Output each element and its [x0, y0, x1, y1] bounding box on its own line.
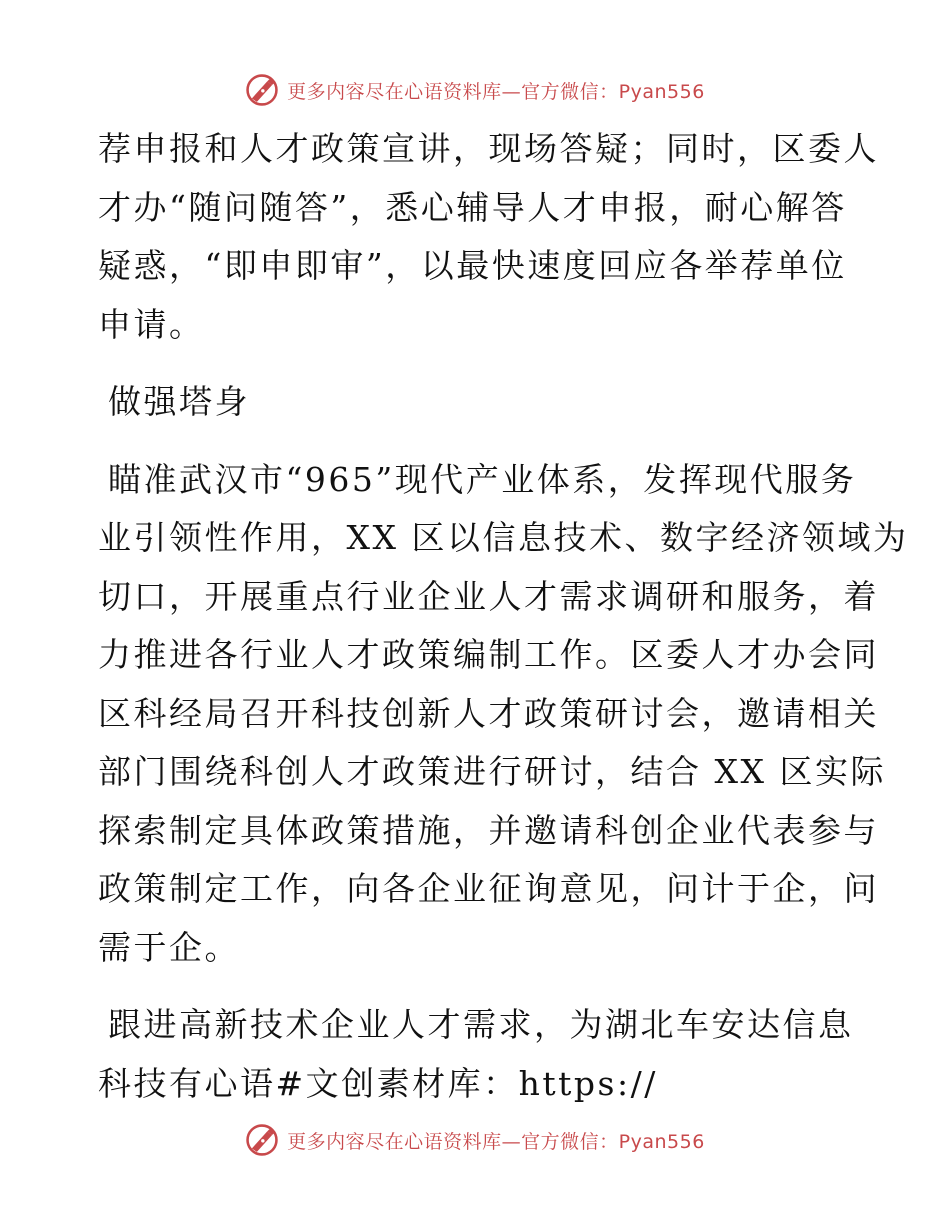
text-line: 荐申报和人才政策宣讲，现场答疑；同时，区委人	[98, 129, 879, 168]
paragraph-1	[98, 120, 879, 354]
paragraph-2	[98, 451, 909, 978]
header-brand-text: 更多内容尽在心语资料库	[287, 80, 502, 103]
text-line: 科技有心语#文创素材库：https://	[98, 1063, 658, 1103]
text-line: 力推进各行业人才政策编制工作。区委人才办会同	[98, 635, 879, 674]
footer-separator: —	[501, 1130, 522, 1153]
footer-brand-text: 更多内容尽在心语资料库	[287, 1130, 502, 1153]
section-heading	[98, 373, 853, 432]
text-line: 区科经局召开科技创新人才政策研讨会，邀请相关	[98, 693, 879, 733]
text-line: 切口，开展重点行业企业人才需求调研和服务，着	[98, 576, 879, 616]
header-separator: —	[501, 80, 522, 103]
text-line: 探索制定具体政策措施，并邀请科创企业代表参与	[98, 810, 879, 850]
footer-banner-text	[287, 1127, 705, 1154]
text-line: 跟进高新技术企业人才需求，为湖北车安达信息	[108, 1005, 854, 1044]
document-body	[98, 120, 909, 1132]
text-line: 部门围绕科创人才政策进行研讨，结合 XX 区实际	[98, 752, 886, 791]
text-line: 才办“随问随答”，悉心辅导人才申报，耐心解答	[98, 187, 847, 227]
pen-nib-logo-icon	[245, 73, 279, 107]
text-line: 政策制定工作，向各企业征询意见，问计于企，问	[98, 869, 879, 908]
heading-text: 做强塔身	[108, 382, 250, 421]
header-wechat-text: 官方微信：Pyan556	[521, 80, 705, 103]
footer-banner	[0, 1120, 950, 1160]
text-line: 业引领性作用，XX 区以信息技术、数字经济领域为	[98, 518, 909, 557]
header-banner	[0, 70, 950, 110]
text-line: 需于企。	[98, 927, 240, 967]
text-line: 瞄准武汉市“965”现代产业体系，发挥现代服务	[108, 459, 857, 499]
paragraph-3	[98, 996, 853, 1113]
text-line: 申请。	[98, 304, 205, 344]
header-banner-text	[287, 77, 705, 104]
footer-wechat-text: 官方微信：Pyan556	[521, 1130, 705, 1153]
pen-nib-logo-icon	[245, 1123, 279, 1157]
text-line: 疑惑，“即申即审”，以最快速度回应各举荐单位	[98, 246, 847, 285]
